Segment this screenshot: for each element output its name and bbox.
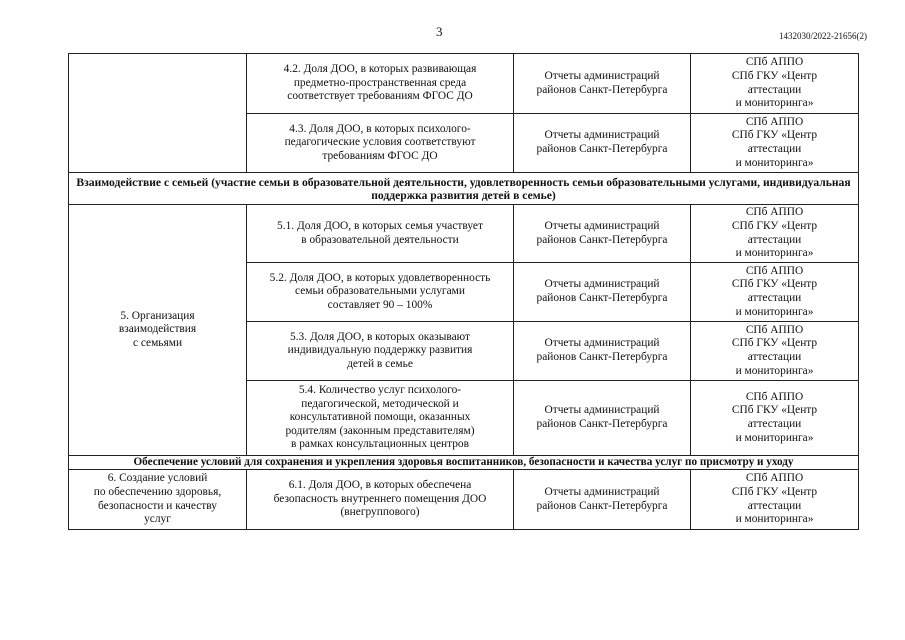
indicator-6-1: 6.1. Доля ДОО, в которых обеспечена безопасность внутреннего помещения ДОО (внегруппового) <box>247 470 514 530</box>
report-source: Отчеты администраций районов Санкт-Петербурга <box>514 205 691 263</box>
section-header-row <box>69 456 859 470</box>
indicator-4-2: 4.2. Доля ДОО, в которых развивающая предметно-пространственная среда соответствует требованиям ФГОС ДО <box>247 54 514 114</box>
responsible-org: СПб АППО СПб ГКУ «Центр аттестации и мониторинга» <box>691 54 859 114</box>
responsible-org: СПб АППО СПб ГКУ «Центр аттестации и мониторинга» <box>691 381 859 456</box>
responsible-org: СПб АППО СПб ГКУ «Центр аттестации и мониторинга» <box>691 205 859 263</box>
responsible-org: СПб АППО СПб ГКУ «Центр аттестации и мониторинга» <box>691 114 859 173</box>
table-row <box>69 470 859 530</box>
report-source: Отчеты администраций районов Санкт-Петербурга <box>514 114 691 173</box>
indicator-4-3: 4.3. Доля ДОО, в которых психолого- педагогические условия соответствуют требованиям ФГОС ДО <box>247 114 514 173</box>
report-source: Отчеты администраций районов Санкт-Петербурга <box>514 263 691 322</box>
table-row <box>69 205 859 263</box>
criterion-cell-empty <box>69 54 247 173</box>
report-source: Отчеты администраций районов Санкт-Петербурга <box>514 322 691 381</box>
table-row <box>69 54 859 114</box>
report-source: Отчеты администраций районов Санкт-Петербурга <box>514 470 691 530</box>
indicators-table <box>68 53 859 530</box>
indicator-5-4: 5.4. Количество услуг психолого- педагогической, методической и консультативной помощи, оказанных родителям (законным представителям) в рамках консультационных центров <box>247 381 514 456</box>
report-source: Отчеты администраций районов Санкт-Петербурга <box>514 54 691 114</box>
document-id: 1432030/2022-21656(2) <box>779 31 867 41</box>
indicator-5-2: 5.2. Доля ДОО, в которых удовлетворенность семьи образовательными услугами составляет 90 – 100% <box>247 263 514 322</box>
section-title-health: Обеспечение условий для сохранения и укрепления здоровья воспитанников, безопасности и качества услуг по присмотру и уходу <box>69 456 859 470</box>
responsible-org: СПб АППО СПб ГКУ «Центр аттестации и мониторинга» <box>691 470 859 530</box>
report-source: Отчеты администраций районов Санкт-Петербурга <box>514 381 691 456</box>
criterion-6: 6. Создание условий по обеспечению здоровья, безопасности и качеству услуг <box>69 470 247 530</box>
responsible-org: СПб АППО СПб ГКУ «Центр аттестации и мониторинга» <box>691 263 859 322</box>
responsible-org: СПб АППО СПб ГКУ «Центр аттестации и мониторинга» <box>691 322 859 381</box>
section-header-row <box>69 173 859 205</box>
page-number: 3 <box>436 24 443 39</box>
section-title-family: Взаимодействие с семьей (участие семьи в образовательной деятельности, удовлетворенность семьи образовательными услугами, индивидуальная поддержка развития детей в семье) <box>69 173 859 205</box>
indicator-5-1: 5.1. Доля ДОО, в которых семья участвует в образовательной деятельности <box>247 205 514 263</box>
criterion-5: 5. Организация взаимодействия с семьями <box>69 205 247 456</box>
indicator-5-3: 5.3. Доля ДОО, в которых оказывают индивидуальную поддержку развития детей в семье <box>247 322 514 381</box>
